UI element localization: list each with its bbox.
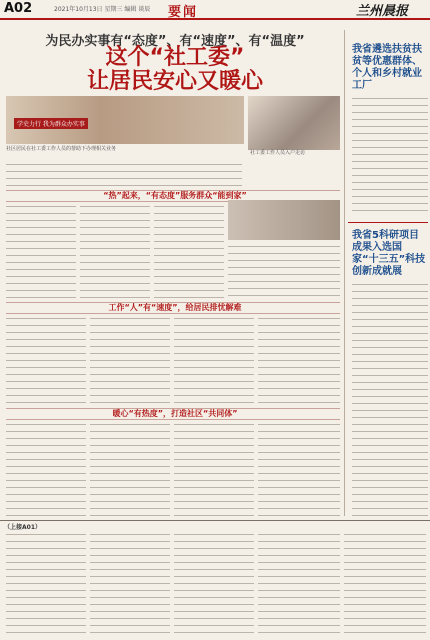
- inline-photo: [228, 200, 340, 240]
- headline-line-1: 这个“社工委”: [105, 45, 245, 70]
- paper-logo: 兰州晨报: [356, 4, 409, 19]
- sidebar-headline-2: 我省5科研项目成果入选国家“十三五”科技创新成就展: [352, 230, 426, 277]
- article-column: [6, 204, 76, 300]
- article-column: [174, 316, 254, 406]
- secondary-photo-caption: 社工委工作人员入户走访: [250, 150, 306, 156]
- continued-column: [258, 532, 340, 636]
- sidebar-article-1: [352, 96, 428, 216]
- sidebar-separator: [348, 222, 428, 223]
- headline-line-2: 让居民安心又暖心: [86, 69, 263, 94]
- article-column: [228, 244, 340, 300]
- page-number: A02: [4, 1, 33, 16]
- subhead-1: “热”起来，“有态度”服务群众“能到家”: [103, 191, 247, 200]
- article-column: [154, 204, 224, 300]
- article-column: [174, 422, 254, 516]
- article-column: [258, 316, 340, 406]
- kicker-headline: 为民办实事有“态度”、有“速度”、有“温度”: [45, 34, 305, 49]
- article-column: [258, 422, 340, 516]
- subhead-3: 暖心“有热度”，打造社区“共同体”: [112, 409, 238, 418]
- secondary-photo: [248, 96, 340, 150]
- article-column: [6, 316, 86, 406]
- subhead-2: 工作“人”有“速度”，给居民排忧解难: [108, 303, 242, 312]
- bottom-separator: [0, 520, 430, 521]
- issue-date-editor: 2021年10月13日 星期三 编辑 谈辰: [54, 6, 151, 13]
- sidebar-article-2: [352, 282, 428, 516]
- article-column: [6, 422, 86, 516]
- continued-column: [344, 532, 426, 636]
- campaign-banner: 学史力行 我为群众办实事: [14, 118, 88, 129]
- sidebar-divider: [344, 30, 345, 516]
- section-title: 要闻: [168, 5, 199, 20]
- continued-column: [90, 532, 170, 636]
- continued-column: [174, 532, 254, 636]
- sidebar-headline-1: 我省遴选扶贫扶贫等优惠群体、个人和乡村就业工厂: [352, 44, 422, 91]
- lead-paragraph: [6, 162, 242, 188]
- lead-photo-caption: 社区居民在社工委工作人员的帮助下办理相关业务: [6, 146, 117, 152]
- main-headline: [20, 46, 330, 94]
- article-column: [90, 316, 170, 406]
- article-column: [90, 422, 170, 516]
- article-column: [80, 204, 150, 300]
- continued-column: [6, 532, 86, 636]
- continued-from-label: （上接A01）: [4, 524, 41, 531]
